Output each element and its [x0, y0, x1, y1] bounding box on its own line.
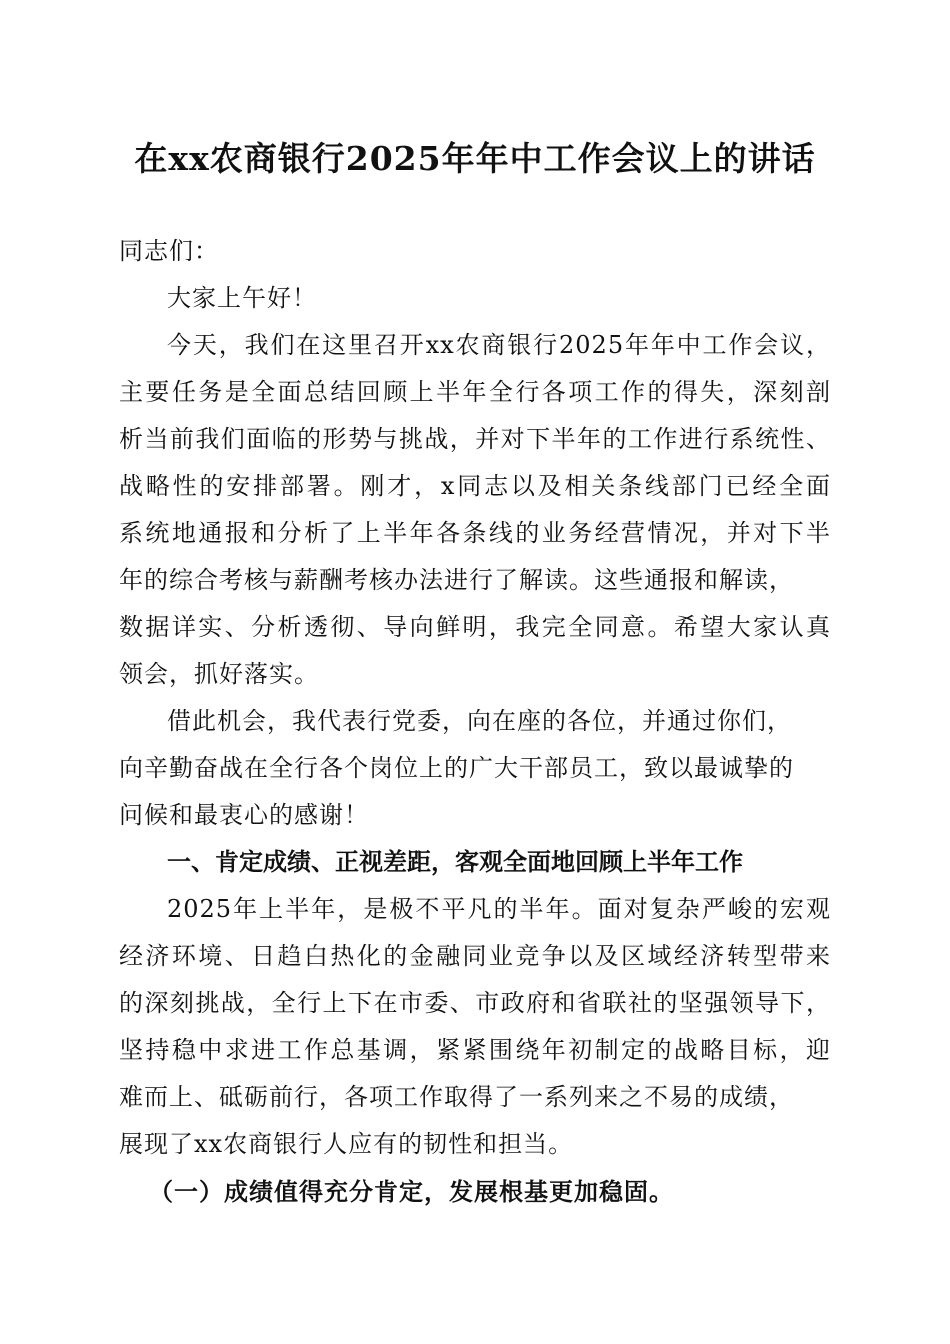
paragraph-line: 借此机会，我代表行党委，向在座的各位，并通过你们， [167, 707, 792, 735]
document-title: 在xx农商银行2025年年中工作会议上的讲话 [134, 139, 816, 178]
paragraph-line: 坚持稳中求进工作总基调，紧紧围绕年初制定的战略目标，迎 [119, 1036, 831, 1064]
paragraph-line: 析当前我们面临的形势与挑战，并对下半年的工作进行系统性、 [119, 425, 831, 453]
paragraph-line: 经济环境、日趋白热化的金融同业竞争以及区域经济转型带来 [119, 942, 831, 970]
paragraph-line: 的深刻挑战，全行上下在市委、市政府和省联社的坚强领导下， [119, 989, 831, 1017]
paragraph-line: 领会，抓好落实。 [119, 660, 319, 688]
paragraph-line: 今天，我们在这里召开xx农商银行2025年年中工作会议， [167, 331, 831, 359]
salutation: 同志们： [119, 237, 219, 265]
section-heading-1: 一、肯定成绩、正视差距，客观全面地回顾上半年工作 [167, 848, 743, 876]
paragraph-line: 系统地通报和分析了上半年各条线的业务经营情况，并对下半 [119, 519, 831, 547]
document-body [119, 228, 831, 1215]
paragraph-meeting-purpose [119, 322, 831, 698]
paragraph-line: 难而上、砥砺前行，各项工作取得了一系列来之不易的成绩， [119, 1083, 794, 1111]
paragraph-line: 年的综合考核与薪酬考核办法进行了解读。这些通报和解读， [119, 566, 794, 594]
paragraph-line: 2025年上半年，是极不平凡的半年。面对复杂严峻的宏观 [167, 895, 831, 923]
paragraph-line: 向辛勤奋战在全行各个岗位上的广大干部员工，致以最诚挚的 [119, 754, 794, 782]
paragraph-line: 问候和最衷心的感谢！ [119, 801, 369, 829]
paragraph-line: 战略性的安排部署。刚才，x同志以及相关条线部门已经全面 [119, 472, 831, 500]
paragraph-half-year-review [119, 886, 831, 1168]
greeting: 大家上午好！ [167, 284, 317, 312]
subsection-heading-1: （一）成绩值得充分肯定，发展根基更加稳固。 [149, 1177, 674, 1206]
paragraph-line: 数据详实、分析透彻、导向鲜明，我完全同意。希望大家认真 [119, 613, 831, 641]
paragraph-thanks [119, 698, 831, 839]
paragraph-line: 展现了xx农商银行人应有的韧性和担当。 [119, 1130, 574, 1158]
paragraph-line: 主要任务是全面总结回顾上半年全行各项工作的得失，深刻剖 [119, 378, 831, 406]
